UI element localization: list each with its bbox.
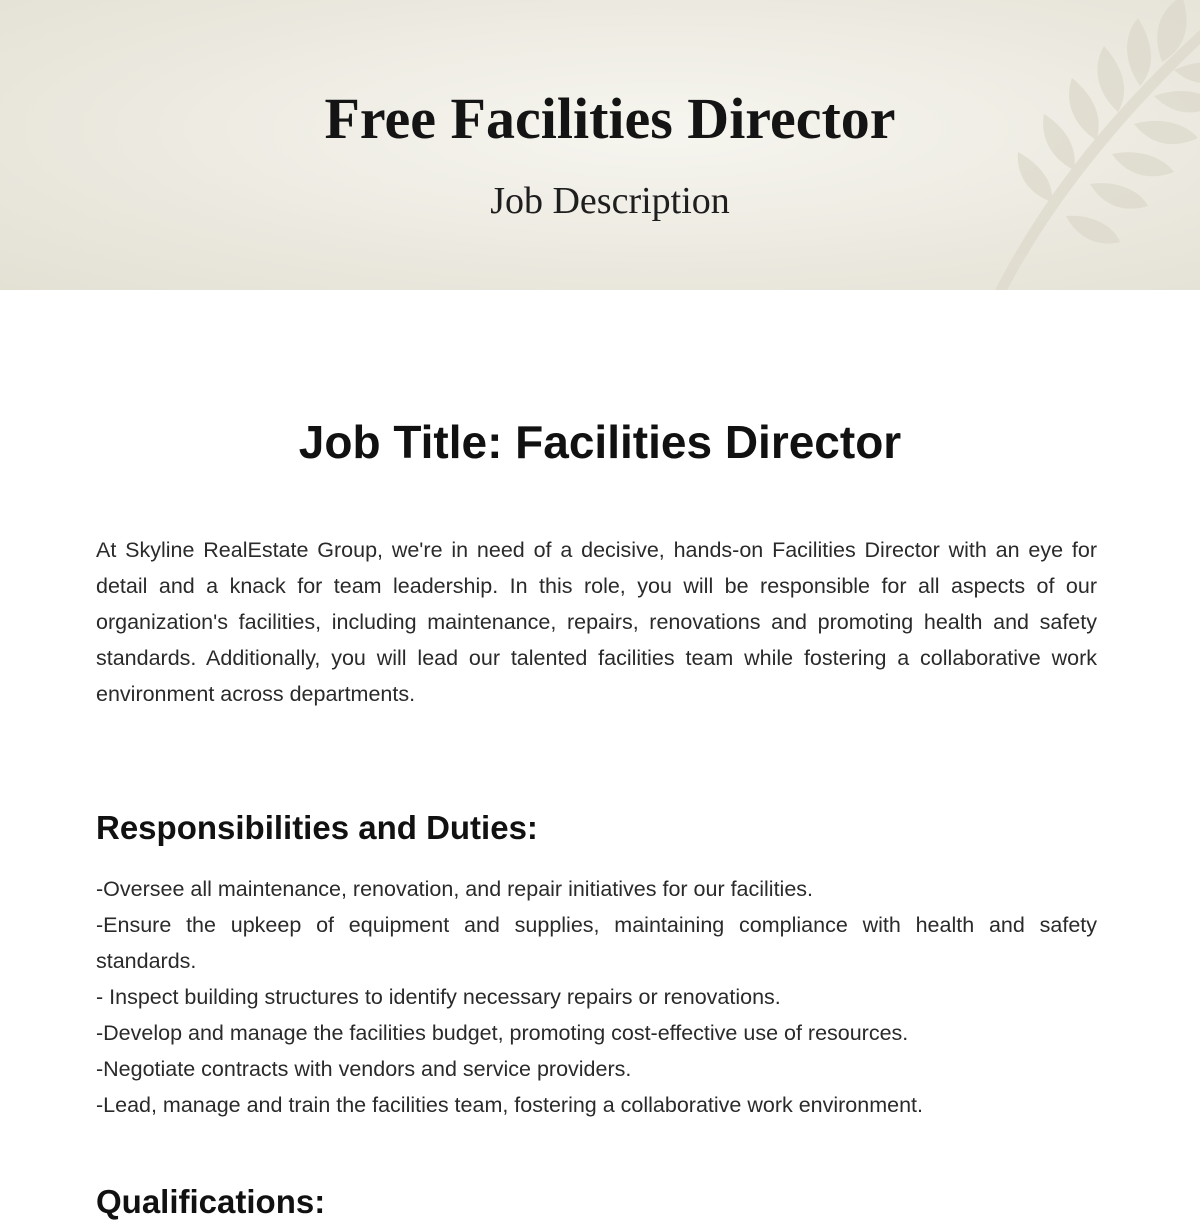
list-item: -Develop and manage the facilities budget, promoting cost-effective use of resources. — [96, 1021, 909, 1045]
list-item: -Ensure the upkeep of equipment and supplies, maintaining compliance with health and safety standards. — [96, 913, 1097, 973]
document-title: Free Facilities Director — [324, 86, 896, 151]
list-item: -Negotiate contracts with vendors and service providers. — [96, 1057, 632, 1081]
job-title-heading: Job Title: Facilities Director — [298, 416, 902, 468]
intro-paragraph: At Skyline RealEstate Group, we're in need of a decisive, hands-on Facilities Director with an eye for detail and a knack for team leadership. In this role, you will be responsible for all aspects of our organization's facilities, including maintenance, repairs, renovations and promoting health and safety standards. Additionally, you will lead our talented facilities team while fostering a collaborative work environment across departments. — [96, 538, 1097, 706]
list-item: - Inspect building structures to identify necessary repairs or renovations. — [96, 985, 781, 1009]
header-banner — [0, 0, 1200, 290]
qualifications-heading: Qualifications: — [96, 1183, 326, 1220]
document-subtitle: Job Description — [490, 180, 730, 222]
list-item: -Oversee all maintenance, renovation, and repair initiatives for our facilities. — [96, 877, 814, 901]
responsibilities-list — [96, 871, 1097, 1123]
list-item: -Lead, manage and train the facilities team, fostering a collaborative work environment. — [96, 1093, 923, 1117]
responsibilities-heading: Responsibilities and Duties: — [96, 809, 538, 846]
